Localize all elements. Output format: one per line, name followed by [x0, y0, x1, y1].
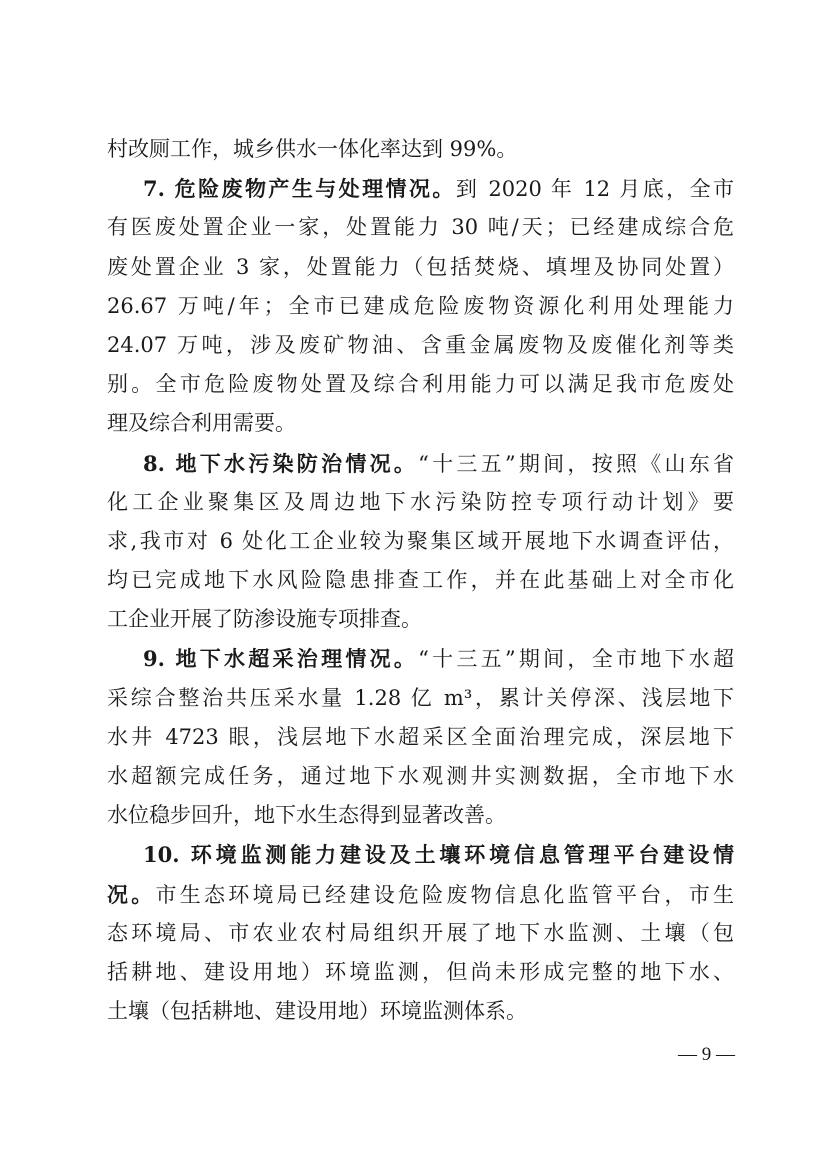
text-line	[107, 248, 734, 287]
section-heading: 10. 环境监测能力建设及土壤环境信息管理平台建设情	[143, 842, 734, 868]
body-text: 26.67 万吨/年；全市已建成危险废物资源化利用处理能力	[107, 293, 734, 318]
section-heading: 况。	[107, 881, 156, 907]
body-text: 24.07 万吨，涉及废矿物油、含重金属废物及废催化剂等类	[107, 332, 734, 357]
body-text: 水位稳步回升，地下水生态得到显著改善。	[107, 803, 506, 828]
text-line	[107, 483, 734, 522]
text-line	[107, 679, 734, 718]
body-text: “十三五”期间，全市地下水超	[418, 647, 734, 672]
paragraph	[107, 169, 734, 443]
body-text: 水井 4723 眼，浅层地下水超采区全面治理完成，深层地下	[107, 724, 734, 749]
text-line	[107, 992, 734, 1031]
body-text: 理及综合利用需要。	[107, 411, 296, 436]
text-line	[107, 522, 734, 561]
body-text: 土壤（包括耕地、建设用地）环境监测体系。	[107, 999, 527, 1024]
section-heading: 7. 危险废物产生与处理情况。	[143, 176, 456, 202]
body-text: 废处置企业 3 家，处置能力（包括焚烧、填埋及协同处置）	[107, 254, 734, 279]
body-text: 别。全市危险废物处置及综合利用能力可以满足我市危废处	[107, 372, 734, 397]
text-line	[107, 287, 734, 326]
paragraph	[107, 639, 734, 835]
body-text: 村改厕工作，城乡供水一体化率达到 99%。	[107, 137, 518, 161]
text-line	[107, 326, 734, 365]
text-line	[107, 875, 734, 914]
text-line	[107, 404, 734, 443]
body-text: 到 2020 年 12 月底，全市	[455, 177, 734, 202]
paragraph	[107, 130, 734, 169]
text-line	[107, 639, 734, 678]
text-line	[107, 365, 734, 404]
body-text: 有医废处置企业一家，处置能力 30 吨/天；已经建成综合危	[107, 215, 734, 240]
text-line	[107, 561, 734, 600]
paragraph	[107, 444, 734, 640]
body-text: 态环境局、市农业农村局组织开展了地下水监测、土壤（包	[107, 920, 734, 945]
body-text: “十三五”期间，按照《山东省	[418, 451, 734, 476]
text-line	[107, 953, 734, 992]
text-line	[107, 796, 734, 835]
body-text: 市生态环境局已经建设危险废物信息化监管平台，市生	[155, 882, 735, 907]
text-line	[107, 600, 734, 639]
text-line	[107, 914, 734, 953]
text-line	[107, 169, 734, 208]
text-line	[107, 444, 734, 483]
section-heading: 9. 地下水超采治理情况。	[143, 646, 419, 672]
body-text: 求,我市对 6 处化工企业较为聚集区域开展地下水调查评估，	[107, 528, 734, 553]
text-line	[107, 208, 734, 247]
body-text: 化工企业聚集区及周边地下水污染防控专项行动计划》要	[107, 489, 734, 514]
document-body	[107, 130, 734, 1031]
text-line	[107, 718, 734, 757]
paragraph	[107, 835, 734, 1031]
text-line	[107, 757, 734, 796]
body-text: 均已完成地下水风险隐患排查工作，并在此基础上对全市化	[107, 568, 734, 593]
body-text: 水超额完成任务，通过地下水观测井实测数据，全市地下水	[107, 764, 734, 788]
text-line	[107, 130, 734, 169]
body-text: 括耕地、建设用地）环境监测，但尚未形成完整的地下水、	[107, 959, 734, 984]
body-text: 采综合整治共压采水量 1.28 亿 m³，累计关停深、浅层地下	[107, 685, 734, 710]
text-line	[107, 835, 734, 874]
page-number: — 9 —	[678, 1044, 735, 1065]
section-heading: 8. 地下水污染防治情况。	[143, 450, 419, 476]
body-text: 工企业开展了防渗设施专项排查。	[107, 607, 422, 632]
